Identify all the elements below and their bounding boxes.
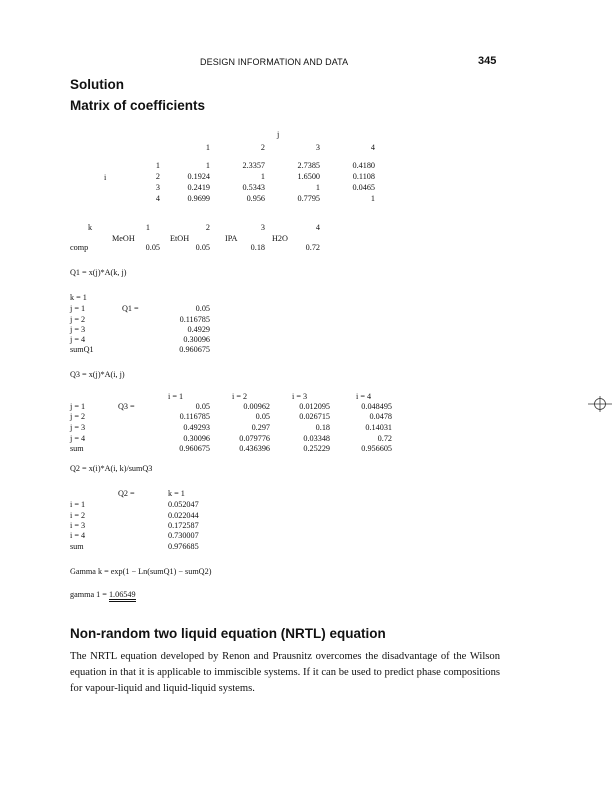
matrix-cell: 0.1924 [187, 172, 210, 181]
matrix-cell: 0.4180 [352, 161, 375, 170]
q3-cell: 0.18 [315, 423, 330, 432]
matrix-heading: Matrix of coefficients [70, 98, 206, 113]
q3-row-label: j = 2 [70, 412, 86, 421]
q2-value: 0.022044 [168, 511, 199, 520]
matrix-cell: 0.0465 [352, 183, 375, 192]
running-header: DESIGN INFORMATION AND DATA [200, 57, 349, 67]
q3-col-header: i = 1 [168, 392, 184, 401]
registration-mark-icon [588, 396, 612, 412]
matrix-row-index: 4 [155, 194, 160, 203]
q3-cell: 0.026715 [299, 412, 330, 421]
matrix-cell: 1 [315, 183, 320, 192]
q3-cell: 0.116785 [179, 412, 210, 421]
q3-cell: 0.00962 [243, 402, 270, 411]
matrix-cell: 1 [260, 172, 265, 181]
q1-value: 0.05 [195, 304, 210, 313]
comp-row-label: comp [70, 243, 89, 252]
q3-row-label: sum [70, 444, 84, 453]
page-number: 345 [478, 55, 497, 67]
q1-k-line: k = 1 [70, 293, 87, 302]
q1-value: 0.4929 [187, 325, 210, 334]
q3-cell: 0.0478 [369, 412, 392, 421]
matrix-cell: 1 [370, 194, 375, 203]
q3-cell: 0.436396 [239, 444, 270, 453]
q3-row-label: j = 1 [70, 402, 86, 411]
matrix-col-header: 3 [315, 143, 320, 152]
matrix-cell: 0.7795 [297, 194, 320, 203]
solution-heading: Solution [70, 77, 124, 92]
q3-cell: 0.03348 [303, 434, 330, 443]
q2-row-label: i = 2 [70, 511, 86, 520]
q3-cell: 0.05 [255, 412, 270, 421]
comp-value: 0.72 [305, 243, 320, 252]
q1-label: Q1 = [122, 304, 139, 313]
comp-k-value: 3 [260, 223, 265, 232]
q3-cell: 0.25229 [303, 444, 330, 453]
gamma-result-value: 1.06549 [109, 590, 136, 602]
q3-cell: 0.079776 [239, 434, 270, 443]
q1-value: 0.30096 [183, 335, 210, 344]
q2-col-header: k = 1 [168, 489, 185, 498]
matrix-cell: 0.9699 [187, 194, 210, 203]
matrix-cell: 1 [205, 161, 210, 170]
q3-col-header: i = 2 [232, 392, 248, 401]
q3-row-label: j = 3 [70, 423, 86, 432]
matrix-cell: 0.5343 [242, 183, 265, 192]
q1-row-label: j = 1 [70, 304, 86, 313]
q2-row-label: sum [70, 542, 84, 551]
nrtl-heading: Non-random two liquid equation (NRTL) equation [70, 626, 386, 641]
matrix-i-label: i [104, 173, 107, 182]
matrix-cell: 1.6500 [297, 172, 320, 181]
nrtl-paragraph: The NRTL equation developed by Renon and Prausnitz overcomes the disadvantage of the Wilson equation in that it is applicable to immiscible systems. If it can be used to predict phase compositions for vapour-liquid and liquid-liquid systems. [70, 651, 500, 694]
q2-value: 0.052047 [168, 500, 199, 509]
q3-row-label: j = 4 [70, 434, 86, 443]
q1-row-label: j = 4 [70, 335, 86, 344]
q2-row-label: i = 3 [70, 521, 86, 530]
comp-value: 0.05 [195, 243, 210, 252]
matrix-row-index: 2 [155, 172, 160, 181]
q3-cell: 0.012095 [299, 402, 330, 411]
q2-value: 0.730007 [168, 531, 199, 540]
comp-name: IPA [225, 234, 238, 243]
q2-formula: Q2 = x(i)*A(i, k)/sumQ3 [70, 464, 153, 473]
gamma-formula: Gamma k = exp(1 − Ln(sumQ1) − sumQ2) [70, 567, 212, 576]
q2-value: 0.976685 [168, 542, 199, 551]
gamma-result-label: gamma 1 = [70, 590, 107, 599]
comp-k-label: k [88, 223, 93, 232]
q3-cell: 0.048495 [361, 402, 392, 411]
comp-name: MeOH [112, 234, 135, 243]
q1-value: 0.960675 [179, 345, 210, 354]
q1-formula: Q1 = x(j)*A(k, j) [70, 268, 127, 277]
matrix-cell: 2.3357 [242, 161, 265, 170]
comp-name: EtOH [170, 234, 190, 243]
q3-cell: 0.49293 [183, 423, 210, 432]
q3-cell: 0.30096 [183, 434, 210, 443]
q3-cell: 0.05 [195, 402, 210, 411]
q3-cell: 0.960675 [179, 444, 210, 453]
comp-k-value: 4 [315, 223, 320, 232]
comp-value: 0.05 [145, 243, 160, 252]
matrix-cell: 0.956 [246, 194, 265, 203]
comp-name: H2O [272, 234, 288, 243]
q3-formula: Q3 = x(j)*A(i, j) [70, 370, 125, 379]
matrix-col-header: 1 [205, 143, 210, 152]
matrix-col-header: 2 [260, 143, 265, 152]
comp-value: 0.18 [250, 243, 265, 252]
q2-label: Q2 = [118, 489, 135, 498]
comp-k-value: 1 [145, 223, 150, 232]
q3-label: Q3 = [118, 402, 135, 411]
q1-row-label: sumQ1 [70, 345, 94, 354]
comp-k-value: 2 [205, 223, 210, 232]
matrix-cell: 0.1108 [352, 172, 375, 181]
matrix-cell: 2.7385 [297, 161, 320, 170]
q3-cell: 0.14031 [365, 423, 392, 432]
q1-row-label: j = 3 [70, 325, 86, 334]
q1-row-label: j = 2 [70, 315, 86, 324]
q3-cell: 0.72 [377, 434, 392, 443]
q2-value: 0.172587 [168, 521, 199, 530]
matrix-row-index: 3 [155, 183, 160, 192]
matrix-col-header: 4 [370, 143, 375, 152]
q1-value: 0.116785 [179, 315, 210, 324]
gamma-result [70, 590, 136, 599]
matrix-cell: 0.2419 [187, 183, 210, 192]
q3-cell: 0.297 [251, 423, 270, 432]
matrix-row-index: 1 [155, 161, 160, 170]
matrix-j-label: j [277, 130, 280, 139]
q3-cell: 0.956605 [361, 444, 392, 453]
q2-row-label: i = 4 [70, 531, 86, 540]
q3-col-header: i = 3 [292, 392, 308, 401]
q2-row-label: i = 1 [70, 500, 86, 509]
q3-col-header: i = 4 [356, 392, 372, 401]
